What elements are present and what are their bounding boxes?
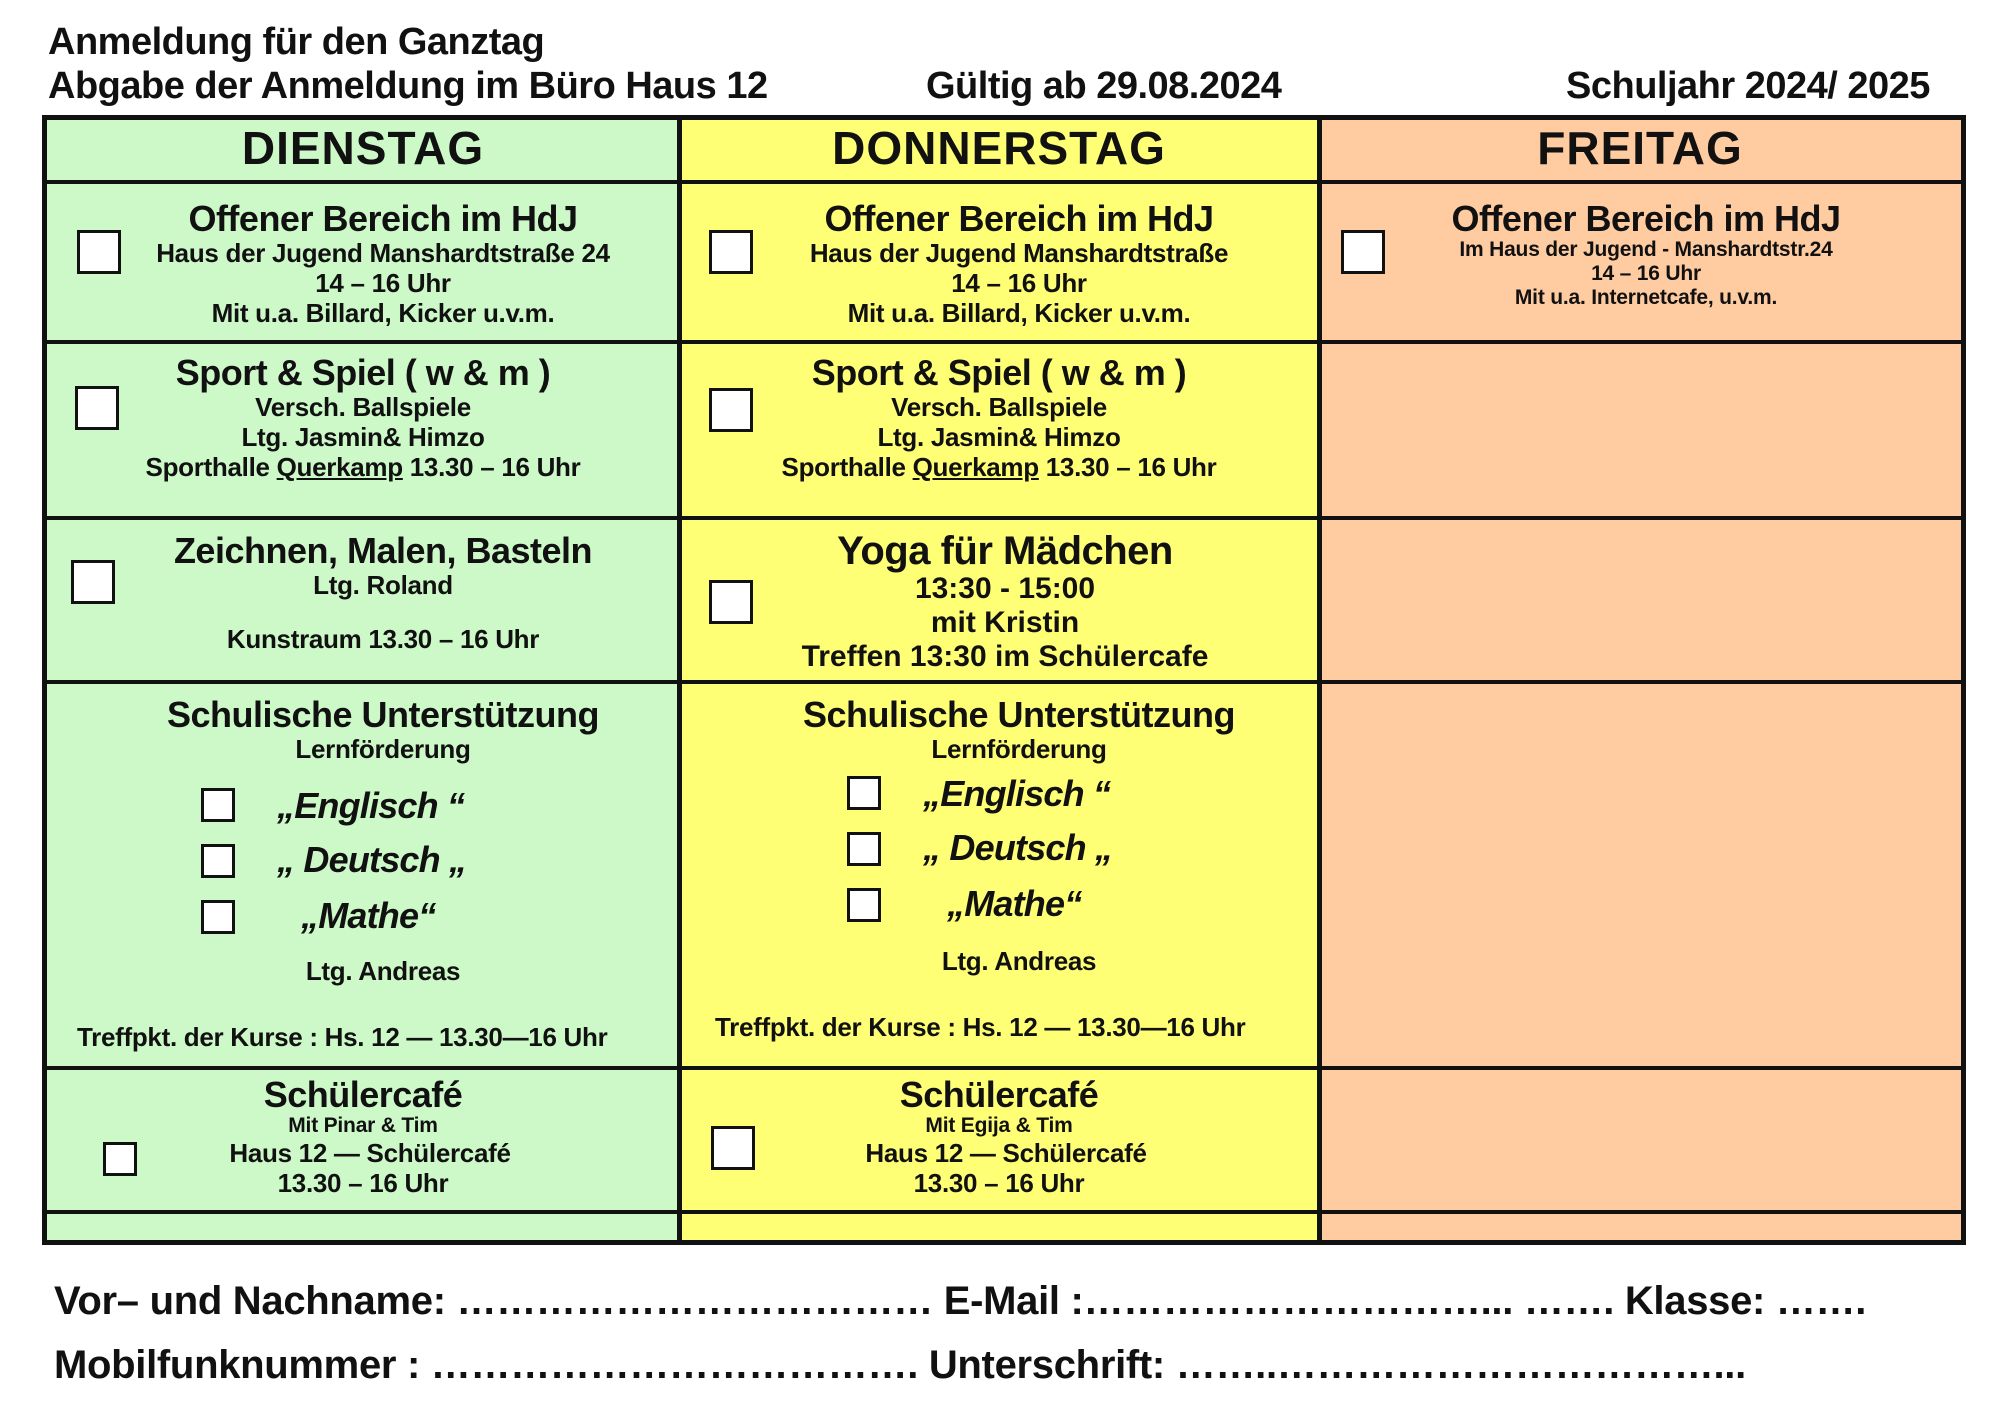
activity-title: Schülercafé bbox=[263, 1074, 463, 1115]
school-year: Schuljahr 2024/ 2025 bbox=[1566, 65, 1930, 107]
option-deutsch: „ Deutsch „ bbox=[923, 827, 1113, 868]
checkbox-thu-englisch[interactable] bbox=[847, 776, 881, 810]
activity-title: Yoga für Mädchen bbox=[837, 529, 1173, 573]
activity-subtitle: Lernförderung bbox=[931, 734, 1107, 764]
activity-leader: Ltg. Roland bbox=[313, 570, 453, 600]
option-englisch: „Englisch “ bbox=[277, 785, 465, 826]
activity-title: Schulische Unterstützung bbox=[802, 694, 1236, 735]
activity-title: Sport & Spiel ( w & m ) bbox=[175, 352, 551, 393]
option-mathe: „Mathe“ bbox=[947, 883, 1082, 924]
activity-details: Versch. Ballspiele bbox=[255, 392, 471, 422]
activity-title: Offener Bereich im HdJ bbox=[1451, 198, 1841, 239]
activity-location-time: Sporthalle Querkamp 13.30 – 16 Uhr bbox=[781, 452, 1217, 482]
thu-yoga bbox=[679, 516, 1319, 680]
thu-schuelercafe bbox=[679, 1066, 1319, 1210]
tue-zeichnen bbox=[47, 516, 679, 680]
activity-meeting: Treffen 13:30 im Schülercafe bbox=[801, 640, 1209, 673]
fri-empty-cell bbox=[1319, 1066, 1961, 1210]
checkbox-tue-englisch[interactable] bbox=[201, 788, 235, 822]
submission-note: Abgabe der Anmeldung im Büro Haus 12 bbox=[48, 65, 768, 107]
tue-schuelercafe bbox=[47, 1066, 679, 1210]
activity-title: Sport & Spiel ( w & m ) bbox=[811, 352, 1187, 393]
activity-subtitle: Lernförderung bbox=[295, 734, 471, 764]
fri-empty-row bbox=[1319, 1210, 1961, 1240]
activity-time: 14 – 16 Uhr bbox=[951, 268, 1087, 298]
activity-location: Haus der Jugend Manshardtstraße bbox=[809, 238, 1229, 268]
option-mathe: „Mathe“ bbox=[301, 895, 436, 936]
schedule-grid bbox=[42, 115, 1966, 1245]
valid-from: Gültig ab 29.08.2024 bbox=[926, 65, 1282, 107]
column-divider bbox=[1317, 120, 1322, 1240]
activity-title: Offener Bereich im HdJ bbox=[824, 198, 1214, 239]
activity-time: 13.30 – 16 Uhr bbox=[277, 1168, 449, 1198]
name-email-class-field[interactable]: Vor– und Nachname: ……………………………… E-Mail :…………………………... ……. Klasse: ……. bbox=[54, 1279, 1867, 1323]
tue-empty-row bbox=[47, 1210, 679, 1240]
day-header-friday: FREITAG bbox=[1537, 122, 1743, 174]
fri-empty-cell bbox=[1319, 340, 1961, 516]
activity-leader: Ltg. Andreas bbox=[941, 946, 1097, 976]
activity-location: Haus 12 — Schülercafé bbox=[865, 1138, 1147, 1168]
phone-signature-field[interactable]: Mobilfunknummer : ………………………………. Unterschrift: ……..……………………………... bbox=[54, 1343, 1746, 1387]
meeting-point: Treffpkt. der Kurse : Hs. 12 — 13.30—16 Uhr bbox=[715, 1012, 1246, 1042]
activity-details: Versch. Ballspiele bbox=[891, 392, 1107, 422]
activity-leader: Ltg. Jasmin& Himzo bbox=[241, 422, 485, 452]
checkbox-tue-mathe[interactable] bbox=[201, 900, 235, 934]
fri-empty-cell bbox=[1319, 680, 1961, 1066]
checkbox-thu-mathe[interactable] bbox=[847, 888, 881, 922]
tue-schulische-unterstuetzung bbox=[47, 680, 679, 1066]
activity-location-time: Sporthalle Querkamp 13.30 – 16 Uhr bbox=[145, 452, 581, 482]
activity-title: Offener Bereich im HdJ bbox=[188, 198, 578, 239]
option-deutsch: „ Deutsch „ bbox=[277, 839, 467, 880]
meeting-point: Treffpkt. der Kurse : Hs. 12 — 13.30—16 Uhr bbox=[77, 1022, 608, 1052]
column-tuesday bbox=[47, 120, 679, 1240]
tue-offener-bereich bbox=[47, 180, 679, 340]
tue-sport-spiel bbox=[47, 340, 679, 516]
day-header-thursday: DONNERSTAG bbox=[832, 122, 1166, 174]
activity-leader: mit Kristin bbox=[930, 606, 1080, 639]
option-englisch: „Englisch “ bbox=[923, 773, 1111, 814]
day-header-tuesday: DIENSTAG bbox=[241, 122, 485, 174]
activity-details: Mit u.a. Internetcafe, u.v.m. bbox=[1514, 286, 1778, 309]
fri-empty-cell bbox=[1319, 516, 1961, 680]
fri-offener-bereich bbox=[1319, 180, 1961, 340]
thu-offener-bereich bbox=[679, 180, 1319, 340]
activity-details: Mit u.a. Billard, Kicker u.v.m. bbox=[211, 298, 555, 328]
activity-title: Schulische Unterstützung bbox=[166, 694, 600, 735]
activity-time: 13:30 - 15:00 bbox=[914, 572, 1096, 605]
activity-title: Zeichnen, Malen, Basteln bbox=[173, 530, 593, 571]
activity-time: 13.30 – 16 Uhr bbox=[913, 1168, 1085, 1198]
activity-leader: Mit Egija & Tim bbox=[925, 1114, 1073, 1137]
column-thursday bbox=[679, 120, 1319, 1240]
thu-schulische-unterstuetzung bbox=[679, 680, 1319, 1066]
activity-time: 14 – 16 Uhr bbox=[1591, 262, 1701, 285]
activity-title: Schülercafé bbox=[899, 1074, 1099, 1115]
thu-empty-row bbox=[679, 1210, 1319, 1240]
activity-location: Haus der Jugend Manshardtstraße 24 bbox=[156, 238, 610, 268]
form-title: Anmeldung für den Ganztag bbox=[48, 21, 545, 63]
activity-location-time: Kunstraum 13.30 – 16 Uhr bbox=[226, 624, 540, 654]
activity-time: 14 – 16 Uhr bbox=[315, 268, 451, 298]
checkbox-thu-deutsch[interactable] bbox=[847, 832, 881, 866]
activity-leader: Ltg. Andreas bbox=[305, 956, 461, 986]
thu-sport-spiel bbox=[679, 340, 1319, 516]
column-friday bbox=[1319, 120, 1961, 1240]
column-divider bbox=[677, 120, 682, 1240]
activity-location: Im Haus der Jugend - Manshardtstr.24 bbox=[1459, 238, 1833, 261]
activity-leader: Mit Pinar & Tim bbox=[288, 1114, 438, 1137]
activity-leader: Ltg. Jasmin& Himzo bbox=[877, 422, 1121, 452]
activity-details: Mit u.a. Billard, Kicker u.v.m. bbox=[847, 298, 1191, 328]
activity-location: Haus 12 — Schülercafé bbox=[229, 1138, 511, 1168]
checkbox-tue-deutsch[interactable] bbox=[201, 844, 235, 878]
